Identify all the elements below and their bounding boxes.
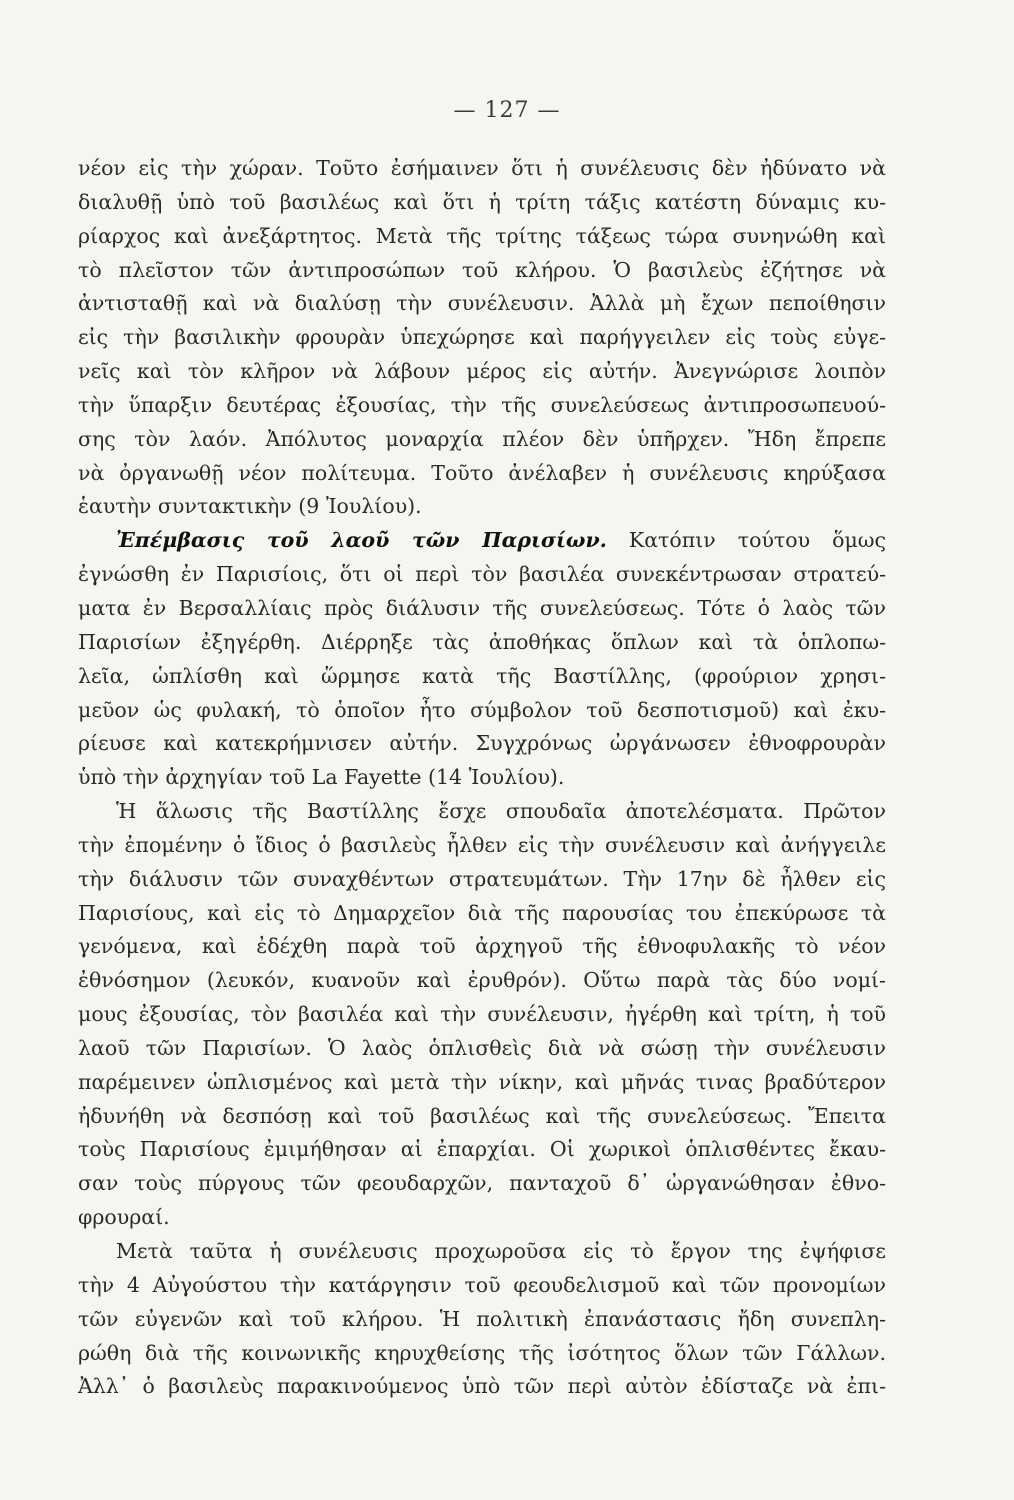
line-text: παρέμεινεν ὡπλισμένος καὶ μετὰ τὴν νίκην, καὶ μῆνάς τινας βραδύτερον bbox=[78, 1069, 886, 1094]
line-text: ρίαρχος καὶ ἀνεξάρτητος. Μετὰ τῆς τρίτης τάξεως τώρα συνηνώθη καὶ bbox=[78, 223, 886, 248]
line-text: τὴν ὕπαρξιν δευτέρας ἐξουσίας, τὴν τῆς συνελεύσεως ἀντιπροσωπευού- bbox=[78, 392, 886, 417]
text-line bbox=[78, 1337, 886, 1371]
text-line bbox=[78, 1235, 886, 1269]
text-line bbox=[78, 863, 886, 897]
line-text: εἰς τὴν βασιλικὴν φρουρὰν ὑπεχώρησε καὶ παρήγγειλεν εἰς τοὺς εὐγε- bbox=[78, 325, 886, 350]
line-text: ἐγνώσθη ἐν Παρισίοις, ὅτι οἱ περὶ τὸν βασιλέα συνεκέντρωσαν στρατεύ- bbox=[78, 562, 886, 587]
text-line bbox=[78, 186, 886, 220]
section-heading: Ἐπέμβασις τοῦ λαοῦ τῶν Παρισίων. bbox=[116, 528, 607, 553]
body-text bbox=[78, 152, 886, 1404]
line-text: γενόμενα, καὶ ἐδέχθη παρὰ τοῦ ἀρχηγοῦ τῆς ἐθνοφυλακῆς τὸ νέον bbox=[78, 934, 886, 959]
line-text: ἀντισταθῇ καὶ νὰ διαλύσῃ τὴν συνέλευσιν. Ἀλλὰ μὴ ἔχων πεποίθησιν bbox=[78, 291, 886, 316]
text-line bbox=[78, 1133, 886, 1167]
line-text: νέον εἰς τὴν χώραν. Τοῦτο ἐσήμαινεν ὅτι ἡ συνέλευσις δὲν ἠδύνατο νὰ bbox=[78, 156, 886, 180]
text-line bbox=[78, 694, 886, 728]
text-line bbox=[78, 1032, 886, 1066]
line-text: σαν τοὺς πύργους τῶν φεουδαρχῶν, πανταχοῦ δ᾽ ὠργανώθησαν ἐθνο- bbox=[78, 1171, 886, 1196]
line-text: Κατόπιν τούτου ὅμως bbox=[606, 528, 886, 553]
line-text: φρουραί. bbox=[78, 1205, 170, 1230]
line-text: τῶν εὐγενῶν καὶ τοῦ κλήρου. Ἡ πολιτικὴ ἐπανάστασις ἤδη συνεπλη- bbox=[78, 1306, 886, 1331]
text-line bbox=[78, 1100, 886, 1134]
text-line bbox=[78, 1269, 886, 1303]
line-text: διαλυθῇ ὑπὸ τοῦ βασιλέως καὶ ὅτι ἡ τρίτη τάξις κατέστη δύναμις κυ- bbox=[78, 189, 886, 214]
text-line bbox=[78, 558, 886, 592]
text-line bbox=[78, 829, 886, 863]
text-line bbox=[78, 795, 886, 829]
line-text: Ἀλλ᾽ ὁ βασιλεὺς παρακινούμενος ὑπὸ τῶν περὶ αὐτὸν ἐδίσταζε νὰ ἐπι- bbox=[78, 1374, 886, 1399]
text-line bbox=[78, 998, 886, 1032]
text-line bbox=[78, 1066, 886, 1100]
line-text: λαοῦ τῶν Παρισίων. Ὁ λαὸς ὁπλισθεὶς διὰ νὰ σώσῃ τὴν συνέλευσιν bbox=[78, 1035, 886, 1060]
line-text: νὰ ὀργανωθῇ νέον πολίτευμα. Τοῦτο ἀνέλαβεν ἡ συνέλευσις κηρύξασα bbox=[78, 460, 886, 485]
text-line bbox=[78, 930, 886, 964]
line-text: τοὺς Παρισίους ἐμιμήθησαν αἱ ἐπαρχίαι. Οἱ χωρικοὶ ὁπλισθέντες ἔκαυ- bbox=[78, 1137, 886, 1162]
line-text: Ἡ ἅλωσις τῆς Βαστίλλης ἔσχε σπουδαῖα ἀποτελέσματα. Πρῶτον bbox=[116, 799, 886, 824]
line-text: μους ἐξουσίας, τὸν βασιλέα καὶ τὴν συνέλευσιν, ἠγέρθη καὶ τρίτη, ἡ τοῦ bbox=[78, 1002, 886, 1027]
line-text: λεῖα, ὡπλίσθη καὶ ὥρμησε κατὰ τῆς Βαστίλλης, (φρούριον χρησι- bbox=[78, 663, 886, 688]
text-line bbox=[78, 423, 886, 457]
line-text: τὴν διάλυσιν τῶν συναχθέντων στρατευμάτων. Τὴν 17ην δὲ ἦλθεν εἰς bbox=[78, 866, 886, 891]
page-number: — 127 — bbox=[453, 98, 561, 123]
text-line bbox=[78, 761, 886, 795]
line-text: σης τὸν λαόν. Ἀπόλυτος μοναρχία πλέον δὲν ὑπῆρχεν. Ἤδη ἔπρεπε bbox=[78, 426, 886, 451]
text-line bbox=[78, 287, 886, 321]
text-line bbox=[78, 355, 886, 389]
line-text: νεῖς καὶ τὸν κλῆρον νὰ λάβουν μέρος εἰς αὐτήν. Ἀνεγνώρισε λοιπὸν bbox=[78, 359, 886, 384]
line-text: τὴν 4 Αὐγούστου τὴν κατάργησιν τοῦ φεουδελισμοῦ καὶ τῶν προνομίων bbox=[78, 1272, 886, 1297]
line-text: τὴν ἐπομένην ὁ ἴδιος ὁ βασιλεὺς ἦλθεν εἰς τὴν συνέλευσιν καὶ ἀνήγγειλε bbox=[78, 832, 886, 857]
text-line bbox=[78, 727, 886, 761]
line-text: Παρισίους, καὶ εἰς τὸ Δημαρχεῖον διὰ τῆς παρουσίας του ἐπεκύρωσε τὰ bbox=[78, 900, 886, 925]
text-line bbox=[78, 1303, 886, 1337]
line-text: ματα ἐν Βερσαλλίαις πρὸς διάλυσιν τῆς συνελεύσεως. Τότε ὁ λαὸς τῶν bbox=[78, 595, 886, 620]
text-line bbox=[78, 1167, 886, 1201]
text-line bbox=[78, 389, 886, 423]
text-line bbox=[78, 457, 886, 491]
text-line bbox=[78, 321, 886, 355]
text-line bbox=[78, 254, 886, 288]
text-line bbox=[78, 152, 886, 186]
text-line bbox=[78, 524, 886, 558]
text-line bbox=[78, 490, 886, 524]
line-text: ἑαυτὴν συντακτικὴν (9 Ἰουλίου). bbox=[78, 494, 422, 519]
text-line bbox=[78, 660, 886, 694]
text-line bbox=[78, 1370, 886, 1404]
text-line bbox=[78, 220, 886, 254]
line-text: Παρισίων ἐξηγέρθη. Διέρρηξε τὰς ἀποθήκας ὅπλων καὶ τὰ ὁπλοπω- bbox=[78, 629, 886, 654]
line-text: ἠδυνήθη νὰ δεσπόσῃ καὶ τοῦ βασιλέως καὶ τῆς συνελεύσεως. Ἔπειτα bbox=[78, 1103, 886, 1128]
text-line bbox=[78, 964, 886, 998]
line-text: ρώθη διὰ τῆς κοινωνικῆς κηρυχθείσης τῆς ἰσότητος ὅλων τῶν Γάλλων. bbox=[78, 1340, 886, 1365]
line-text: τὸ πλεῖστον τῶν ἀντιπροσώπων τοῦ κλήρου. Ὁ βασιλεὺς ἐζήτησε νὰ bbox=[78, 257, 886, 282]
line-text: ρίευσε καὶ κατεκρήμνισεν αὐτήν. Συγχρόνως ὠργάνωσεν ἐθνοφρουρὰν bbox=[78, 731, 886, 756]
text-line bbox=[78, 1201, 886, 1235]
line-text: ὑπὸ τὴν ἀρχηγίαν τοῦ La Fayette (14 Ἰουλίου). bbox=[78, 765, 565, 790]
text-line bbox=[78, 626, 886, 660]
line-text: Μετὰ ταῦτα ἡ συνέλευσις προχωροῦσα εἰς τὸ ἔργον της ἐψήφισε bbox=[116, 1239, 886, 1263]
line-text: ἐθνόσημον (λευκόν, κυανοῦν καὶ ἐρυθρόν). Οὕτω παρὰ τὰς δύο νομί- bbox=[78, 968, 886, 993]
text-line bbox=[78, 897, 886, 931]
text-line bbox=[78, 592, 886, 626]
line-text: μεῦον ὡς φυλακή, τὸ ὁποῖον ἦτο σύμβολον τοῦ δεσποτισμοῦ) καὶ ἐκυ- bbox=[78, 697, 886, 722]
